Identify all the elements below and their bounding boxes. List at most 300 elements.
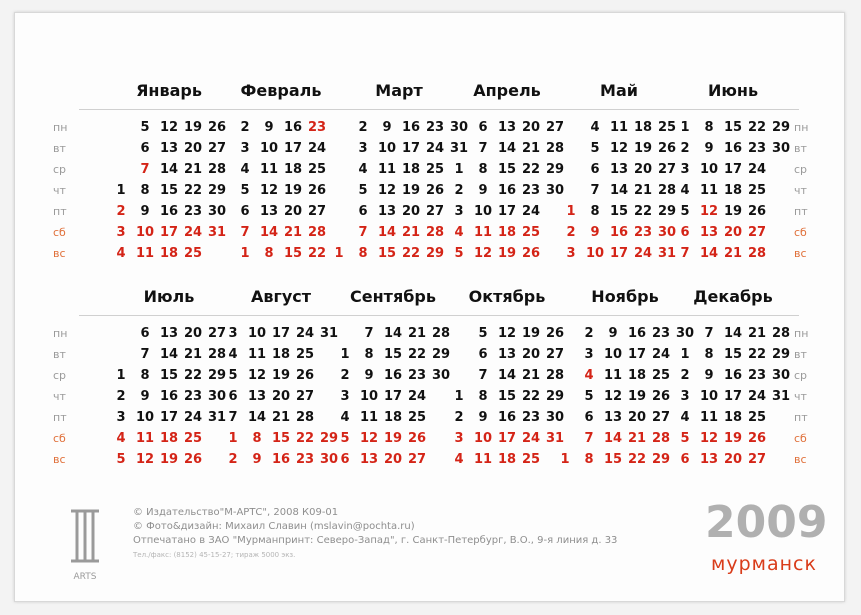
day-cell: 11: [603, 368, 623, 383]
day-cell: 3: [228, 326, 238, 341]
day-cell: 16: [723, 141, 743, 156]
day-cell: 28: [545, 141, 565, 156]
day-cell: 10: [359, 389, 379, 404]
day-cell: 28: [747, 246, 767, 261]
day-cell: 22: [407, 347, 427, 362]
weekday-label-left: сб: [53, 226, 66, 239]
day-cell: 21: [283, 225, 303, 240]
day-cell: 25: [521, 225, 541, 240]
day-cell: 4: [680, 410, 690, 425]
day-cell: 28: [425, 225, 445, 240]
day-cell: 26: [651, 389, 671, 404]
day-cell: 16: [609, 225, 629, 240]
day-cell: 24: [407, 389, 427, 404]
day-cell: 4: [358, 162, 368, 177]
day-cell: 14: [159, 162, 179, 177]
day-cell: 21: [627, 431, 647, 446]
day-cell: 24: [651, 347, 671, 362]
day-cell: 28: [207, 347, 227, 362]
day-cell: 26: [207, 120, 227, 135]
day-cell: 7: [358, 225, 368, 240]
logo-text: ARTS: [73, 572, 97, 582]
day-cell: 29: [319, 431, 339, 446]
day-cell: 8: [584, 452, 594, 467]
day-cell: 11: [135, 431, 155, 446]
day-cell: 8: [358, 246, 368, 261]
day-cell: 8: [478, 162, 488, 177]
day-cell: 4: [680, 183, 690, 198]
day-cell: 13: [497, 347, 517, 362]
weekday-label-right: пт: [794, 411, 808, 424]
day-cell: 2: [228, 452, 238, 467]
day-cell: 23: [183, 204, 203, 219]
day-cell: 3: [680, 389, 690, 404]
day-cell: 29: [651, 452, 671, 467]
day-cell: 28: [307, 225, 327, 240]
day-cell: 19: [271, 368, 291, 383]
divider-line: [79, 109, 799, 110]
day-cell: 31: [207, 225, 227, 240]
day-cell: 22: [307, 246, 327, 261]
day-cell: 6: [228, 389, 238, 404]
day-cell: 1: [566, 204, 576, 219]
day-cell: 26: [425, 183, 445, 198]
day-cell: 13: [259, 204, 279, 219]
day-cell: 30: [545, 183, 565, 198]
day-cell: 5: [228, 368, 238, 383]
day-cell: 10: [585, 246, 605, 261]
day-cell: 23: [521, 183, 541, 198]
day-cell: 24: [183, 410, 203, 425]
weekday-label-right: сб: [794, 226, 807, 239]
day-cell: 17: [497, 431, 517, 446]
day-cell: 25: [521, 452, 541, 467]
day-cell: 13: [603, 410, 623, 425]
day-cell: 5: [340, 431, 350, 446]
day-cell: 12: [609, 141, 629, 156]
day-cell: 23: [307, 120, 327, 135]
weekday-label-left: вт: [53, 142, 66, 155]
day-cell: 24: [295, 326, 315, 341]
day-cell: 9: [608, 326, 618, 341]
day-cell: 27: [545, 347, 565, 362]
day-cell: 12: [135, 452, 155, 467]
day-cell: 15: [609, 204, 629, 219]
day-cell: 17: [723, 162, 743, 177]
day-cell: 13: [159, 141, 179, 156]
imprint: [133, 506, 617, 562]
day-cell: 30: [449, 120, 469, 135]
day-cell: 25: [747, 183, 767, 198]
day-cell: 19: [627, 389, 647, 404]
day-cell: 26: [407, 431, 427, 446]
month-title: Ноябрь: [591, 287, 659, 306]
day-cell: 17: [401, 141, 421, 156]
day-cell: 20: [627, 410, 647, 425]
weekday-label-left: пт: [53, 411, 67, 424]
day-cell: 10: [259, 141, 279, 156]
day-cell: 27: [545, 120, 565, 135]
day-cell: 27: [207, 326, 227, 341]
day-cell: 28: [207, 162, 227, 177]
weekday-label-right: ср: [794, 163, 808, 176]
day-cell: 29: [771, 347, 791, 362]
weekday-label-right: пн: [794, 121, 809, 134]
day-cell: 8: [704, 120, 714, 135]
day-cell: 10: [135, 410, 155, 425]
day-cell: 5: [590, 141, 600, 156]
day-cell: 19: [521, 326, 541, 341]
day-cell: 30: [545, 410, 565, 425]
day-cell: 23: [295, 452, 315, 467]
day-cell: 30: [771, 368, 791, 383]
weekday-label-left: сб: [53, 432, 66, 445]
day-cell: 27: [407, 452, 427, 467]
day-cell: 30: [771, 141, 791, 156]
day-cell: 20: [401, 204, 421, 219]
day-cell: 21: [271, 410, 291, 425]
weekday-label-left: чт: [53, 184, 66, 197]
day-cell: 20: [183, 141, 203, 156]
day-cell: 14: [609, 183, 629, 198]
day-cell: 7: [478, 141, 488, 156]
day-cell: 16: [271, 452, 291, 467]
day-cell: 7: [240, 225, 250, 240]
day-cell: 22: [183, 368, 203, 383]
day-cell: 3: [454, 431, 464, 446]
day-cell: 19: [159, 452, 179, 467]
day-cell: 18: [271, 347, 291, 362]
month-title: Август: [250, 287, 312, 306]
day-cell: 17: [283, 141, 303, 156]
day-cell: 6: [140, 141, 150, 156]
weekday-label-right: пт: [794, 205, 808, 218]
day-cell: 19: [723, 431, 743, 446]
day-cell: 31: [207, 410, 227, 425]
day-cell: 10: [699, 162, 719, 177]
month-title: Апрель: [473, 81, 541, 100]
imprint-line-3: Отпечатано в ЗАО "Мурманпринт: Северо-Запад", г. Санкт-Петербург, В.О., 9-я линия д. 33: [133, 535, 618, 546]
day-cell: 18: [283, 162, 303, 177]
day-cell: 6: [340, 452, 350, 467]
day-cell: 14: [603, 431, 623, 446]
day-cell: 25: [657, 120, 677, 135]
day-cell: 12: [359, 431, 379, 446]
day-cell: 2: [116, 389, 126, 404]
day-cell: 29: [657, 204, 677, 219]
day-cell: 5: [140, 120, 150, 135]
day-cell: 21: [521, 368, 541, 383]
day-cell: 1: [454, 389, 464, 404]
day-cell: 16: [627, 326, 647, 341]
day-cell: 12: [259, 183, 279, 198]
day-cell: 25: [295, 347, 315, 362]
day-cell: 8: [704, 347, 714, 362]
day-cell: 3: [566, 246, 576, 261]
day-cell: 4: [340, 410, 350, 425]
day-cell: 18: [497, 225, 517, 240]
day-cell: 7: [704, 326, 714, 341]
day-cell: 21: [407, 326, 427, 341]
day-cell: 12: [377, 183, 397, 198]
day-cell: 28: [657, 183, 677, 198]
day-cell: 30: [207, 204, 227, 219]
day-cell: 16: [159, 204, 179, 219]
day-cell: 2: [680, 141, 690, 156]
day-cell: 7: [590, 183, 600, 198]
day-cell: 2: [340, 368, 350, 383]
weekday-label-right: вс: [794, 453, 807, 466]
day-cell: 11: [609, 120, 629, 135]
day-cell: 7: [680, 246, 690, 261]
month-title: Сентябрь: [350, 287, 436, 306]
day-cell: 1: [334, 246, 344, 261]
calendar-block-bottom: [53, 287, 819, 472]
day-cell: 9: [140, 204, 150, 219]
day-cell: 6: [680, 452, 690, 467]
day-cell: 23: [747, 141, 767, 156]
publisher-logo-icon: [63, 503, 107, 587]
day-cell: 30: [675, 326, 695, 341]
day-cell: 29: [207, 368, 227, 383]
day-cell: 6: [590, 162, 600, 177]
day-cell: 22: [521, 162, 541, 177]
day-cell: 2: [454, 183, 464, 198]
day-cell: 24: [183, 225, 203, 240]
day-cell: 24: [521, 204, 541, 219]
day-cell: 19: [183, 120, 203, 135]
day-cell: 21: [183, 347, 203, 362]
day-cell: 26: [183, 452, 203, 467]
day-cell: 15: [159, 368, 179, 383]
day-cell: 14: [247, 410, 267, 425]
day-cell: 22: [183, 183, 203, 198]
day-cell: 23: [651, 326, 671, 341]
day-cell: 20: [723, 452, 743, 467]
day-cell: 18: [633, 120, 653, 135]
day-cell: 18: [627, 368, 647, 383]
day-cell: 17: [159, 225, 179, 240]
day-cell: 26: [545, 326, 565, 341]
day-cell: 9: [382, 120, 392, 135]
day-cell: 8: [264, 246, 274, 261]
day-cell: 11: [259, 162, 279, 177]
day-cell: 17: [271, 326, 291, 341]
day-cell: 1: [240, 246, 250, 261]
day-cell: 13: [497, 120, 517, 135]
day-cell: 7: [140, 347, 150, 362]
day-cell: 1: [116, 368, 126, 383]
day-cell: 3: [358, 141, 368, 156]
day-cell: 2: [116, 204, 126, 219]
day-cell: 5: [358, 183, 368, 198]
day-cell: 18: [159, 431, 179, 446]
day-cell: 6: [478, 120, 488, 135]
day-cell: 25: [183, 431, 203, 446]
day-cell: 2: [584, 326, 594, 341]
day-cell: 4: [116, 431, 126, 446]
day-cell: 13: [699, 225, 719, 240]
day-cell: 24: [521, 431, 541, 446]
day-cell: 10: [473, 204, 493, 219]
day-cell: 19: [283, 183, 303, 198]
day-cell: 20: [271, 389, 291, 404]
day-cell: 29: [771, 120, 791, 135]
day-cell: 30: [657, 225, 677, 240]
day-cell: 20: [723, 225, 743, 240]
day-cell: 11: [473, 225, 493, 240]
day-cell: 15: [159, 183, 179, 198]
weekday-label-left: чт: [53, 390, 66, 403]
month-title: Июль: [143, 287, 195, 306]
day-cell: 7: [478, 368, 488, 383]
day-cell: 20: [633, 162, 653, 177]
day-cell: 17: [609, 246, 629, 261]
day-cell: 25: [307, 162, 327, 177]
day-cell: 3: [584, 347, 594, 362]
day-cell: 12: [699, 204, 719, 219]
day-cell: 1: [680, 347, 690, 362]
day-cell: 7: [228, 410, 238, 425]
day-cell: 31: [657, 246, 677, 261]
day-cell: 11: [247, 347, 267, 362]
day-cell: 28: [651, 431, 671, 446]
weekday-label-left: ср: [53, 163, 67, 176]
day-cell: 19: [633, 141, 653, 156]
day-cell: 4: [228, 347, 238, 362]
day-cell: 11: [699, 183, 719, 198]
day-cell: 13: [699, 452, 719, 467]
day-cell: 27: [747, 452, 767, 467]
day-cell: 26: [295, 368, 315, 383]
imprint-line-1: © Издательство"М-АРТС", 2008 К09-01: [133, 507, 339, 518]
day-cell: 5: [116, 452, 126, 467]
month-title: Июнь: [707, 81, 759, 100]
day-cell: 26: [521, 246, 541, 261]
weekday-label-left: вс: [53, 453, 66, 466]
day-cell: 16: [401, 120, 421, 135]
day-cell: 9: [140, 389, 150, 404]
day-cell: 1: [228, 431, 238, 446]
day-cell: 31: [545, 431, 565, 446]
day-cell: 25: [183, 246, 203, 261]
day-cell: 24: [425, 141, 445, 156]
day-cell: 22: [401, 246, 421, 261]
day-cell: 1: [116, 183, 126, 198]
day-cell: 10: [473, 431, 493, 446]
day-cell: 19: [383, 431, 403, 446]
day-cell: 15: [723, 347, 743, 362]
day-cell: 16: [283, 120, 303, 135]
weekday-label-right: сб: [794, 432, 807, 445]
day-cell: 5: [584, 389, 594, 404]
day-cell: 30: [319, 452, 339, 467]
day-cell: 16: [383, 368, 403, 383]
day-cell: 19: [723, 204, 743, 219]
day-cell: 9: [478, 410, 488, 425]
day-cell: 9: [590, 225, 600, 240]
day-cell: 17: [723, 389, 743, 404]
day-cell: 9: [364, 368, 374, 383]
day-cell: 11: [699, 410, 719, 425]
day-cell: 30: [207, 389, 227, 404]
day-cell: 21: [747, 326, 767, 341]
day-cell: 22: [747, 347, 767, 362]
month-title: Декабрь: [693, 287, 773, 306]
day-cell: 13: [359, 452, 379, 467]
day-cell: 14: [259, 225, 279, 240]
city-title: мурманск: [711, 553, 817, 575]
day-cell: 11: [359, 410, 379, 425]
day-cell: 8: [364, 347, 374, 362]
day-cell: 16: [497, 183, 517, 198]
day-cell: 15: [271, 431, 291, 446]
day-cell: 13: [159, 326, 179, 341]
weekday-label-left: пн: [53, 121, 68, 134]
day-cell: 27: [425, 204, 445, 219]
day-cell: 31: [771, 389, 791, 404]
day-cell: 4: [584, 368, 594, 383]
day-cell: 7: [584, 431, 594, 446]
weekday-label-left: ср: [53, 369, 67, 382]
divider-line: [79, 315, 799, 316]
day-cell: 4: [590, 120, 600, 135]
day-cell: 15: [377, 246, 397, 261]
day-cell: 18: [383, 410, 403, 425]
day-cell: 4: [240, 162, 250, 177]
day-cell: 10: [135, 225, 155, 240]
weekday-label-left: вс: [53, 247, 66, 260]
day-cell: 15: [603, 452, 623, 467]
day-cell: 25: [747, 410, 767, 425]
day-cell: 2: [240, 120, 250, 135]
day-cell: 6: [584, 410, 594, 425]
day-cell: 21: [633, 183, 653, 198]
day-cell: 5: [454, 246, 464, 261]
weekday-label-left: вт: [53, 348, 66, 361]
day-cell: 17: [383, 389, 403, 404]
weekday-label-right: чт: [794, 390, 807, 403]
day-cell: 15: [497, 389, 517, 404]
day-cell: 13: [377, 204, 397, 219]
day-cell: 29: [545, 162, 565, 177]
weekday-label-left: пн: [53, 327, 68, 340]
day-cell: 21: [723, 246, 743, 261]
day-cell: 23: [747, 368, 767, 383]
day-cell: 16: [159, 389, 179, 404]
weekday-label-right: вт: [794, 348, 807, 361]
day-cell: 22: [747, 120, 767, 135]
day-cell: 22: [521, 389, 541, 404]
month-title: Октябрь: [468, 287, 546, 306]
day-cell: 10: [699, 389, 719, 404]
day-cell: 17: [497, 204, 517, 219]
day-cell: 23: [407, 368, 427, 383]
day-cell: 5: [478, 326, 488, 341]
day-cell: 29: [425, 246, 445, 261]
day-cell: 6: [240, 204, 250, 219]
day-cell: 23: [425, 120, 445, 135]
day-cell: 16: [497, 410, 517, 425]
day-cell: 21: [183, 162, 203, 177]
day-cell: 26: [307, 183, 327, 198]
day-cell: 14: [377, 225, 397, 240]
day-cell: 17: [159, 410, 179, 425]
day-cell: 19: [497, 246, 517, 261]
day-cell: 25: [407, 410, 427, 425]
day-cell: 18: [723, 183, 743, 198]
day-cell: 6: [358, 204, 368, 219]
